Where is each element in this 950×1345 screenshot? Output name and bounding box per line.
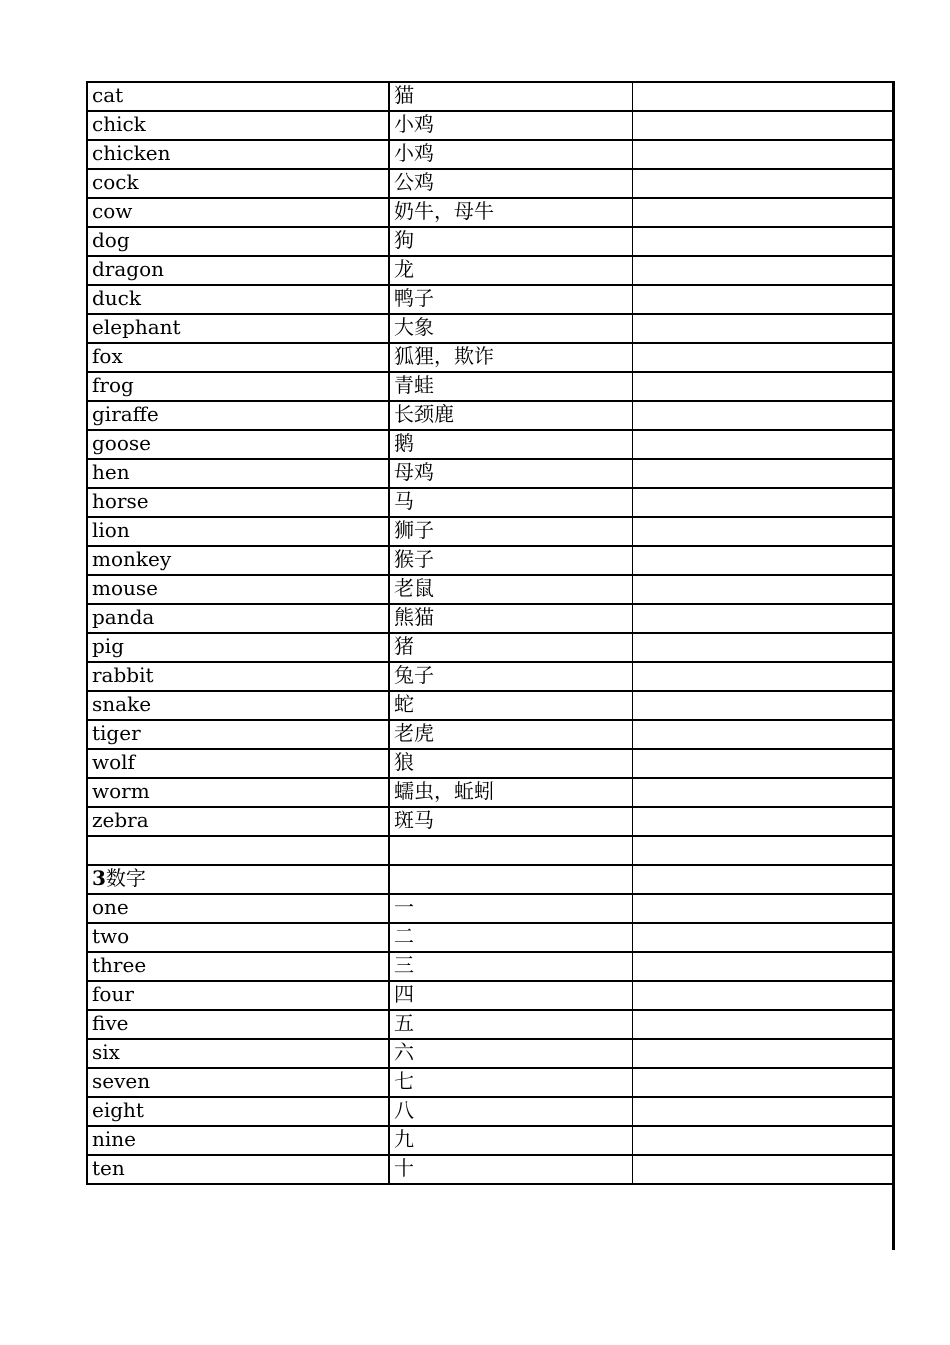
table-row	[87, 749, 893, 778]
chinese-meaning: 鸭子	[394, 286, 434, 310]
table-row	[87, 1097, 893, 1126]
table-row	[87, 140, 893, 169]
chinese-meaning-cell	[389, 285, 632, 314]
table-right-edge	[892, 81, 895, 1250]
chinese-meaning-cell	[389, 575, 632, 604]
blank-cell	[632, 169, 893, 198]
blank-cell	[632, 285, 893, 314]
english-word: frog	[92, 373, 134, 397]
table-row	[87, 401, 893, 430]
vocabulary-table-body	[87, 82, 893, 1184]
table-row	[87, 836, 893, 865]
english-word-cell	[87, 227, 389, 256]
english-word-cell	[87, 836, 389, 865]
chinese-meaning: 七	[394, 1069, 414, 1093]
english-word-cell	[87, 749, 389, 778]
english-word: zebra	[92, 808, 149, 832]
table-row	[87, 952, 893, 981]
chinese-meaning: 马	[394, 489, 414, 513]
chinese-meaning-cell	[389, 720, 632, 749]
english-word: cat	[92, 83, 124, 107]
chinese-meaning: 狗	[394, 228, 414, 252]
english-word: eight	[92, 1098, 144, 1122]
english-word-cell	[87, 256, 389, 285]
english-word-cell	[87, 691, 389, 720]
chinese-meaning: 奶牛，母牛	[394, 199, 494, 223]
chinese-meaning-cell	[389, 546, 632, 575]
english-word-cell	[87, 1097, 389, 1126]
chinese-meaning-cell	[389, 923, 632, 952]
blank-cell	[632, 517, 893, 546]
blank-cell	[632, 459, 893, 488]
chinese-meaning-cell	[389, 749, 632, 778]
table-row	[87, 343, 893, 372]
english-word: four	[92, 982, 134, 1006]
blank-cell	[632, 923, 893, 952]
chinese-meaning-cell	[389, 807, 632, 836]
chinese-meaning-cell	[389, 111, 632, 140]
blank-cell	[632, 604, 893, 633]
english-word-cell	[87, 1010, 389, 1039]
english-word: elephant	[92, 315, 181, 339]
blank-cell	[632, 691, 893, 720]
chinese-meaning: 蠕虫，蚯蚓	[394, 779, 494, 803]
english-word-cell	[87, 285, 389, 314]
chinese-meaning-cell	[389, 691, 632, 720]
chinese-meaning: 九	[394, 1127, 414, 1151]
blank-cell	[632, 227, 893, 256]
chinese-meaning: 一	[394, 895, 414, 919]
chinese-meaning-cell	[389, 1155, 632, 1184]
table-row	[87, 169, 893, 198]
chinese-meaning: 二	[394, 924, 414, 948]
chinese-meaning: 老虎	[394, 721, 434, 745]
table-row	[87, 662, 893, 691]
chinese-meaning: 狮子	[394, 518, 434, 542]
blank-cell	[632, 1126, 893, 1155]
english-word-cell	[87, 546, 389, 575]
chinese-meaning-cell	[389, 894, 632, 923]
english-word: goose	[92, 431, 151, 455]
chinese-meaning: 八	[394, 1098, 414, 1122]
chinese-meaning: 十	[394, 1156, 414, 1180]
chinese-meaning-cell	[389, 372, 632, 401]
english-word: fox	[92, 344, 123, 368]
chinese-meaning: 猪	[394, 634, 414, 658]
table-row	[87, 1155, 893, 1184]
table-row	[87, 82, 893, 111]
english-word: seven	[92, 1069, 151, 1093]
english-word-cell	[87, 720, 389, 749]
section-number: 3	[92, 866, 106, 890]
blank-cell	[632, 198, 893, 227]
chinese-meaning-cell	[389, 430, 632, 459]
english-word-cell	[87, 430, 389, 459]
chinese-meaning-cell	[389, 488, 632, 517]
table-row	[87, 256, 893, 285]
chinese-meaning-cell	[389, 256, 632, 285]
english-word-cell	[87, 633, 389, 662]
chinese-meaning-cell	[389, 604, 632, 633]
chinese-meaning: 鹅	[394, 431, 414, 455]
chinese-meaning-cell	[389, 865, 632, 894]
chinese-meaning: 青蛙	[394, 373, 434, 397]
chinese-meaning: 龙	[394, 257, 414, 281]
english-word-cell	[87, 343, 389, 372]
english-word: wolf	[92, 750, 135, 774]
english-word-cell	[87, 314, 389, 343]
table-row	[87, 1039, 893, 1068]
english-word-cell	[87, 459, 389, 488]
chinese-meaning-cell	[389, 1039, 632, 1068]
english-word: five	[92, 1011, 129, 1035]
vocabulary-sheet	[86, 81, 892, 1250]
english-word-cell	[87, 865, 389, 894]
blank-cell	[632, 575, 893, 604]
table-row	[87, 459, 893, 488]
blank-cell	[632, 749, 893, 778]
blank-cell	[632, 807, 893, 836]
english-word-cell	[87, 372, 389, 401]
chinese-meaning-cell	[389, 140, 632, 169]
blank-cell	[632, 894, 893, 923]
blank-cell	[632, 778, 893, 807]
chinese-meaning-cell	[389, 82, 632, 111]
english-word: cock	[92, 170, 139, 194]
chinese-meaning-cell	[389, 1010, 632, 1039]
table-row	[87, 604, 893, 633]
table-row	[87, 1010, 893, 1039]
table-row	[87, 227, 893, 256]
english-word: 数字	[105, 866, 146, 890]
english-word-cell	[87, 1155, 389, 1184]
english-word: rabbit	[92, 663, 154, 687]
table-row	[87, 865, 893, 894]
chinese-meaning: 老鼠	[394, 576, 434, 600]
english-word: three	[92, 953, 147, 977]
english-word-cell	[87, 488, 389, 517]
chinese-meaning: 斑马	[394, 808, 434, 832]
table-row	[87, 923, 893, 952]
english-word: duck	[92, 286, 142, 310]
chinese-meaning-cell	[389, 227, 632, 256]
blank-cell	[632, 488, 893, 517]
table-row	[87, 372, 893, 401]
table-row	[87, 575, 893, 604]
chinese-meaning-cell	[389, 633, 632, 662]
english-word-cell	[87, 1126, 389, 1155]
table-row	[87, 691, 893, 720]
english-word: two	[92, 924, 130, 948]
table-row	[87, 198, 893, 227]
chinese-meaning-cell	[389, 198, 632, 227]
chinese-meaning: 五	[394, 1011, 414, 1035]
chinese-meaning-cell	[389, 778, 632, 807]
chinese-meaning: 公鸡	[394, 170, 434, 194]
chinese-meaning: 猫	[394, 83, 414, 107]
chinese-meaning-cell	[389, 662, 632, 691]
blank-cell	[632, 633, 893, 662]
chinese-meaning-cell	[389, 1068, 632, 1097]
chinese-meaning-cell	[389, 343, 632, 372]
blank-cell	[632, 1097, 893, 1126]
blank-cell	[632, 981, 893, 1010]
table-row	[87, 285, 893, 314]
english-word: cow	[92, 199, 133, 223]
chinese-meaning-cell	[389, 1126, 632, 1155]
chinese-meaning: 小鸡	[394, 112, 434, 136]
english-word-cell	[87, 140, 389, 169]
blank-cell	[632, 401, 893, 430]
english-word: lion	[92, 518, 130, 542]
chinese-meaning-cell	[389, 169, 632, 198]
table-row	[87, 778, 893, 807]
blank-cell	[632, 430, 893, 459]
table-row	[87, 111, 893, 140]
blank-cell	[632, 1010, 893, 1039]
english-word-cell	[87, 1068, 389, 1097]
english-word: snake	[92, 692, 152, 716]
english-word: horse	[92, 489, 149, 513]
table-row	[87, 314, 893, 343]
english-word: nine	[92, 1127, 136, 1151]
english-word: tiger	[92, 721, 141, 745]
english-word-cell	[87, 111, 389, 140]
chinese-meaning-cell	[389, 459, 632, 488]
table-row	[87, 807, 893, 836]
english-word: chicken	[92, 141, 171, 165]
blank-cell	[632, 111, 893, 140]
chinese-meaning-cell	[389, 314, 632, 343]
english-word-cell	[87, 1039, 389, 1068]
chinese-meaning: 狐狸，欺诈	[394, 344, 494, 368]
english-word-cell	[87, 778, 389, 807]
chinese-meaning: 熊猫	[394, 605, 434, 629]
vocabulary-table	[86, 81, 894, 1185]
chinese-meaning-cell	[389, 981, 632, 1010]
english-word-cell	[87, 807, 389, 836]
blank-cell	[632, 546, 893, 575]
english-word-cell	[87, 894, 389, 923]
english-word-cell	[87, 198, 389, 227]
english-word: hen	[92, 460, 130, 484]
chinese-meaning-cell	[389, 401, 632, 430]
english-word-cell	[87, 981, 389, 1010]
english-word: worm	[92, 779, 150, 803]
chinese-meaning-cell	[389, 952, 632, 981]
chinese-meaning-cell	[389, 517, 632, 546]
chinese-meaning: 母鸡	[394, 460, 434, 484]
chinese-meaning-cell	[389, 836, 632, 865]
english-word: giraffe	[92, 402, 159, 426]
table-row	[87, 517, 893, 546]
table-row	[87, 1068, 893, 1097]
chinese-meaning-cell	[389, 1097, 632, 1126]
blank-cell	[632, 372, 893, 401]
blank-cell	[632, 82, 893, 111]
english-word: dog	[92, 228, 130, 252]
english-word: monkey	[92, 547, 172, 571]
blank-cell	[632, 720, 893, 749]
blank-cell	[632, 343, 893, 372]
blank-cell	[632, 256, 893, 285]
blank-cell	[632, 1039, 893, 1068]
english-word: pig	[92, 634, 125, 658]
blank-cell	[632, 140, 893, 169]
chinese-meaning: 小鸡	[394, 141, 434, 165]
chinese-meaning: 猴子	[394, 547, 434, 571]
chinese-meaning: 大象	[394, 315, 434, 339]
blank-cell	[632, 952, 893, 981]
english-word-cell	[87, 923, 389, 952]
english-word: one	[92, 895, 129, 919]
table-row	[87, 1126, 893, 1155]
english-word-cell	[87, 604, 389, 633]
chinese-meaning: 六	[394, 1040, 414, 1064]
table-row	[87, 430, 893, 459]
blank-cell	[632, 314, 893, 343]
chinese-meaning: 长颈鹿	[394, 402, 454, 426]
chinese-meaning: 兔子	[394, 663, 434, 687]
table-row	[87, 894, 893, 923]
english-word: mouse	[92, 576, 158, 600]
blank-cell	[632, 865, 893, 894]
english-word: dragon	[92, 257, 165, 281]
table-row	[87, 546, 893, 575]
english-word-cell	[87, 169, 389, 198]
table-row	[87, 720, 893, 749]
table-row	[87, 488, 893, 517]
english-word-cell	[87, 575, 389, 604]
blank-cell	[632, 836, 893, 865]
english-word-cell	[87, 662, 389, 691]
chinese-meaning: 蛇	[394, 692, 414, 716]
english-word: panda	[92, 605, 155, 629]
english-word: ten	[92, 1156, 125, 1180]
english-word-cell	[87, 517, 389, 546]
english-word-cell	[87, 82, 389, 111]
english-word-cell	[87, 401, 389, 430]
chinese-meaning: 四	[394, 982, 414, 1006]
blank-cell	[632, 662, 893, 691]
blank-cell	[632, 1068, 893, 1097]
chinese-meaning: 狼	[394, 750, 414, 774]
table-row	[87, 981, 893, 1010]
english-word: chick	[92, 112, 146, 136]
english-word-cell	[87, 952, 389, 981]
chinese-meaning: 三	[394, 953, 414, 977]
table-row	[87, 633, 893, 662]
english-word: six	[92, 1040, 120, 1064]
blank-cell	[632, 1155, 893, 1184]
